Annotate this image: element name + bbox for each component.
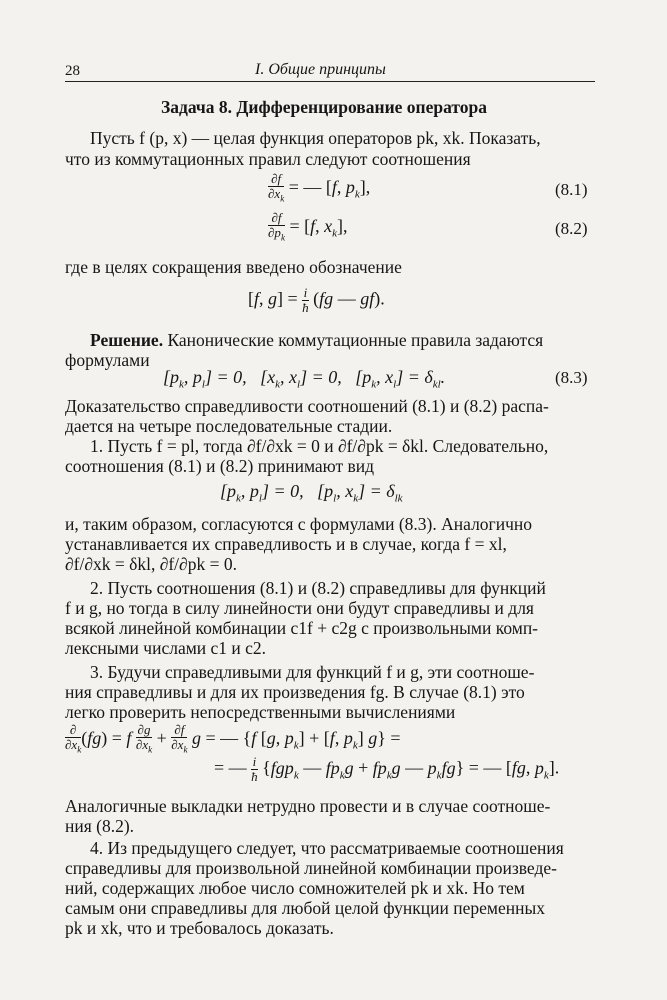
fraction-i-hbar-2: $\frac{i}{ħ}$ bbox=[251, 754, 258, 784]
step4-line-5: pk и xk, что и требовалось доказать. bbox=[65, 918, 334, 938]
fraction-d-dxk: $\frac{\partial}{\partial x_k}$ bbox=[65, 722, 82, 755]
step4-line-4: самым они справедливы для любой целой функции переменных bbox=[65, 898, 545, 918]
step3b-line-2: ния (8.2). bbox=[65, 816, 135, 836]
equation-number-8-3: (8.3) bbox=[555, 368, 588, 387]
proof-line-1: Доказательство справедливости соотношений (8.1) и (8.2) распа- bbox=[65, 396, 549, 416]
step1b-line-1: и, таким образом, согласуются с формулами (8.3). Аналогично bbox=[65, 514, 533, 534]
solution-line-1 bbox=[90, 330, 543, 350]
eq81-text bbox=[0, 0, 1, 1]
step4-line-1: 4. Из предыдущего следует, что рассматриваемые соотношения bbox=[90, 838, 564, 858]
step3-line-1: 3. Будучи справедливыми для функций f и g, эти соотноше- bbox=[90, 662, 535, 682]
equation-number-8-1: (8.1) bbox=[555, 180, 588, 199]
step1-line-2: соотношения (8.1) и (8.2) принимают вид bbox=[65, 456, 375, 476]
step2-line-3: всякой линейной комбинации c1f + c2g с произвольными комп- bbox=[65, 618, 539, 638]
equation-definition: [f, g] = $\frac{i}{ħ}$ (fg — gf). bbox=[248, 285, 385, 315]
running-title: I. Общие принципы bbox=[255, 61, 386, 78]
task-title: Задача 8. Дифференцирование оператора bbox=[161, 97, 488, 117]
fraction-df-dpk: $\frac{\partial f}{\partial p_k}$ bbox=[268, 210, 285, 243]
equation-8-1-rhs: = — [f, $p_k$], bbox=[288, 176, 371, 201]
equation-number-8-2: (8.2) bbox=[555, 219, 588, 238]
solution-text-1: Канонические коммутационные правила задаются bbox=[167, 330, 544, 350]
equation-8-2-rhs: = [f, $x_k$], bbox=[289, 215, 348, 240]
intro-line-2: что из коммутационных правил следуют соотношения bbox=[65, 149, 471, 169]
solution-line-2: формулами bbox=[65, 350, 150, 370]
step2-line-2: f и g, но тогда в силу линейности они будут справедливы и для bbox=[65, 598, 534, 618]
fraction-dg-dxk: $\frac{\partial g}{\partial x_k}$ bbox=[135, 722, 153, 755]
equation-8-1 bbox=[268, 172, 370, 206]
equation-8-3: [$p_k$, $p_l] = 0$, [$x_k$, $x_l] = 0$, [$p_k$, $x_l] = \delta_{kl}$. bbox=[163, 367, 446, 391]
step3b-line-1: Аналогичные выкладки нетрудно провести и в случае соотноше- bbox=[65, 796, 551, 816]
step2-line-1: 2. Пусть соотношения (8.1) и (8.2) справедливы для функций bbox=[90, 578, 546, 598]
intro-line-1: Пусть f (p, x) — целая функция операторов pk, xk. Показать, bbox=[90, 128, 541, 148]
fraction-i-hbar: $\frac{i}{ħ}$ bbox=[302, 285, 309, 315]
step4-line-3: ний, содержащих любое число сомножителей pk и xk. Но тем bbox=[65, 878, 525, 898]
equation-long-line-2: = — $\frac{i}{ħ}$ {fgp$_k$ — $fp_kg + fp_kg$ — $p_kfg$} = — [fg, $p_k$]. bbox=[214, 754, 560, 784]
notation-text: где в целях сокращения введено обозначение bbox=[65, 257, 402, 277]
equation-long-line-1: $\frac{\partial}{\partial x_k}$ (fg) = f $\frac{\partial g}{\partial x_k}$ + $\frac{\partial f}{\partial x_k}$ g = — {f [g, $p_k] + [f$, $p_k$] g} = bbox=[65, 722, 401, 755]
header-rule bbox=[65, 81, 595, 82]
equation-step1: [$p_k$, $p_l] = 0$, [$p_l$, $x_k] = \delta_{lk}$ bbox=[220, 481, 403, 505]
step3-line-2: ния справедливы и для их произведения fg. В случае (8.1) это bbox=[65, 682, 525, 702]
equation-8-2 bbox=[268, 211, 348, 245]
step1-line-1: 1. Пусть f = pl, тогда ∂f/∂xk = 0 и ∂f/∂pk = δkl. Следовательно, bbox=[90, 436, 549, 456]
page-number: 28 bbox=[65, 63, 80, 79]
fraction-df-dxk-2: $\frac{\partial f}{\partial x_k}$ bbox=[171, 722, 188, 755]
solution-label: Решение. bbox=[90, 330, 164, 350]
step1b-line-3: ∂f/∂xk = δkl, ∂f/∂pk = 0. bbox=[65, 554, 237, 574]
fraction-df-dxk: $\frac{\partial f}{\partial x_k}$ bbox=[268, 171, 285, 204]
proof-line-2: дается на четыре последовательные стадии. bbox=[65, 416, 393, 436]
step1b-line-2: устанавливается их справедливость и в случае, когда f = xl, bbox=[65, 534, 507, 554]
step4-line-2: справедливы для произвольной линейной комбинации произведе- bbox=[65, 858, 557, 878]
step3-line-3: легко проверить непосредственными вычислениями bbox=[65, 702, 456, 722]
step2-line-4: лексными числами c1 и c2. bbox=[65, 638, 267, 658]
